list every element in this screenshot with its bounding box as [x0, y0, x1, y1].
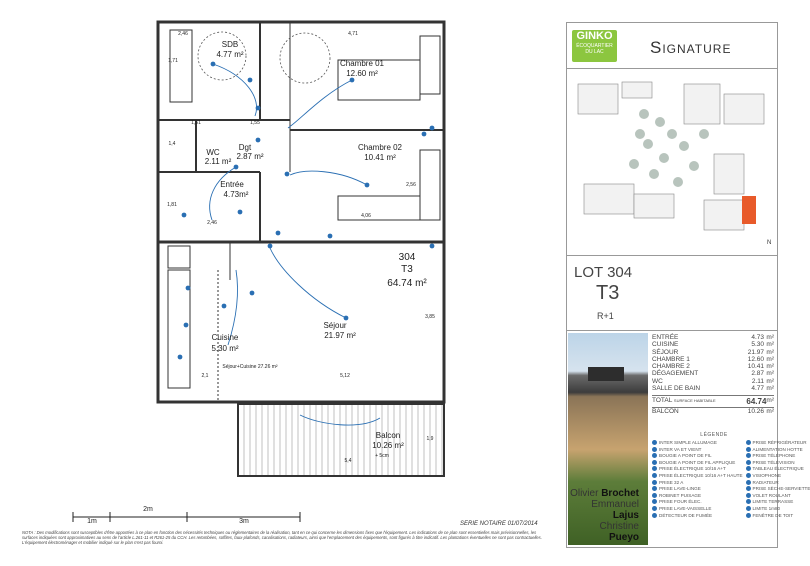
- dim-label: 1,81: [167, 202, 177, 208]
- legend-label: INTER VA ET VIENT: [659, 446, 702, 452]
- site-plan: [574, 74, 774, 252]
- legend-label: TABLEAU ÉLECTRIQUE: [752, 466, 804, 472]
- electrical-outlet-icon: [285, 172, 290, 177]
- total-value: 64.74: [746, 397, 767, 407]
- tree-icon: [699, 129, 709, 139]
- area-unit: m²: [766, 334, 774, 341]
- room-name-balcon: Balcon: [375, 431, 401, 440]
- legend-label: PRISE ÉLECTRIQUE 10/16 A+T: [659, 466, 726, 472]
- total-sublabel: SURFACE HABITABLE: [673, 398, 716, 404]
- lot-label: LOT 304: [574, 264, 633, 281]
- legend-label: PRISE 32 A: [659, 479, 684, 485]
- dim-label: 1,71: [168, 58, 178, 64]
- serie-notaire: SERIE NOTAIRE 01/07/2014: [460, 521, 538, 527]
- area-name: BALCON: [652, 408, 679, 416]
- electrical-outlet-icon: [184, 323, 189, 328]
- legend-item: [746, 480, 810, 485]
- legend-item: [746, 513, 810, 518]
- room-area-sejour: 21.97 m²: [324, 331, 356, 340]
- legend-label: RADIATEUR: [752, 479, 779, 485]
- legend-label: ROBINET PUISAGE: [659, 492, 702, 498]
- dim-label: 1,9: [426, 436, 434, 442]
- floor-label: R+1: [597, 311, 614, 321]
- dim-label: 5,12: [340, 373, 350, 379]
- area-value: 12.60: [747, 355, 764, 363]
- tree-icon: [673, 177, 683, 187]
- tree-icon: [689, 161, 699, 171]
- area-name: SALLE DE BAIN: [652, 385, 701, 393]
- dim-label: 2,46: [207, 220, 217, 226]
- legend-label: INTER SIMPLE ALLUMAGE: [659, 440, 717, 445]
- electrical-outlet-icon: [248, 78, 253, 83]
- architects-credits: [567, 488, 639, 543]
- legend-item: [746, 473, 810, 478]
- tree-icon: [659, 153, 669, 163]
- electrical-outlet-icon: [186, 286, 191, 291]
- scale-label-3m: 3m: [239, 518, 249, 525]
- dim-label: 3,85: [425, 314, 435, 320]
- legend-item: [652, 440, 743, 445]
- total-label: TOTAL: [652, 397, 673, 405]
- balcon-note: + 5cm: [375, 453, 389, 459]
- legend-item: [652, 480, 743, 485]
- area-name: WC: [652, 377, 663, 385]
- room-name-chambre-01: Chambre 01: [339, 59, 385, 68]
- area-unit: m²: [766, 385, 774, 393]
- legend-symbol-icon: [746, 440, 751, 445]
- legend-item: [746, 440, 810, 445]
- legend-item: [746, 486, 810, 491]
- logo-text: GINKO: [576, 30, 613, 42]
- electrical-outlet-icon: [430, 244, 435, 249]
- legend-symbol-icon: [652, 466, 657, 471]
- legend-label: VOLET ROULANT: [752, 492, 791, 498]
- legend-label: PRISE TÉLÉPHONE: [752, 453, 796, 459]
- legend-symbol-icon: [652, 513, 657, 518]
- legend-item: [652, 513, 743, 518]
- legend-symbol-icon: [652, 447, 657, 452]
- legend-label: BOUGIE A POINT DE FIL APPLIQUE: [659, 459, 736, 465]
- room-area-sdb: 4.77 m²: [216, 50, 244, 59]
- lot-area: 64.74 m²: [387, 278, 427, 289]
- room-area-balcon: 10.26 m²: [372, 441, 404, 450]
- area-unit: m²: [766, 408, 774, 416]
- area-name: CHAMBRE 2: [652, 363, 690, 371]
- electrical-outlet-icon: [276, 231, 281, 236]
- lot-number: 304: [398, 252, 416, 263]
- electrical-outlet-icon: [430, 126, 435, 131]
- dim-label: 1,55: [250, 120, 260, 126]
- tree-icon: [643, 139, 653, 149]
- area-unit: m²: [766, 355, 774, 363]
- legend-title: LÉGENDE: [700, 432, 728, 438]
- electrical-outlet-icon: [256, 138, 261, 143]
- tree-icon: [639, 109, 649, 119]
- area-value: 21.97: [747, 348, 764, 356]
- room-name-wc: WC: [206, 148, 220, 157]
- legend-label: FENÊTRE DE TOIT: [752, 512, 794, 518]
- lot-type: T3: [401, 264, 413, 275]
- legend-item: [746, 447, 810, 452]
- area-unit: m²: [766, 370, 774, 378]
- legend-symbol-icon: [746, 460, 751, 465]
- legend-item: [652, 506, 743, 511]
- electrical-outlet-icon: [178, 355, 183, 360]
- legend-item: [746, 466, 810, 471]
- area-value: 5.30: [751, 341, 764, 349]
- architect-lastname: Pueyo: [608, 532, 639, 543]
- tree-icon: [679, 141, 689, 151]
- tree-icon: [635, 129, 645, 139]
- dim-label: 1,4: [168, 141, 176, 147]
- room-name-sdb: SDB: [221, 40, 239, 49]
- legend-label: PRISE RÉFRIGÉRATEUR: [752, 440, 807, 445]
- area-value: 10.26: [747, 408, 764, 416]
- area-name: CUISINE: [652, 341, 679, 349]
- electrical-outlet-icon: [182, 213, 187, 218]
- legend-symbol-icon: [652, 473, 657, 478]
- legend-symbol-icon: [746, 453, 751, 458]
- legend: [652, 432, 810, 518]
- tree-icon: [629, 159, 639, 169]
- legend-label: VISIOPHONE: [752, 472, 782, 478]
- legend-label: BOUGIE A POINT DE FIL: [659, 453, 712, 459]
- dim-label: 5,4: [344, 458, 352, 464]
- legend-label: PRISE TÉLÉVISION: [752, 459, 795, 465]
- electrical-outlet-icon: [234, 165, 239, 170]
- legend-symbol-icon: [746, 473, 751, 478]
- electrical-outlet-icon: [350, 78, 355, 83]
- legend-symbol-icon: [652, 440, 657, 445]
- sejour-cuisine-label: Séjour+Cuisine 27.26 m²: [222, 364, 278, 370]
- area-row: [652, 378, 774, 385]
- electrical-outlet-icon: [238, 210, 243, 215]
- legend-item: [746, 453, 810, 458]
- dim-label: 1,51: [191, 120, 201, 126]
- area-value: 2.87: [751, 370, 764, 378]
- room-area-dgt: 2.87 m²: [236, 152, 264, 161]
- legend-symbol-icon: [746, 466, 751, 471]
- tree-icon: [649, 169, 659, 179]
- legend-item: [652, 466, 743, 471]
- electrical-outlet-icon: [344, 316, 349, 321]
- legend-symbol-icon: [652, 499, 657, 504]
- legend-symbol-icon: [746, 493, 751, 498]
- architect-lastname: Lajus: [612, 510, 639, 521]
- balcon-row: [652, 408, 774, 415]
- area-row: [652, 349, 774, 356]
- north-marker: N: [767, 240, 772, 246]
- electrical-outlet-icon: [268, 244, 273, 249]
- legend-symbol-icon: [746, 447, 751, 452]
- area-name: ENTRÉE: [652, 334, 679, 341]
- legend-symbol-icon: [746, 513, 751, 518]
- area-row: [652, 356, 774, 363]
- area-value: 4.73: [751, 334, 764, 341]
- tree-icon: [667, 129, 677, 139]
- area-value: 2.11: [751, 377, 764, 385]
- area-table: [652, 334, 774, 416]
- room-area-chambre-02: 10.41 m²: [364, 153, 396, 162]
- room-area-chambre-01: 12.60 m²: [346, 69, 378, 78]
- area-row: [652, 341, 774, 348]
- legend-label: PRISE ÉLECTRIQUE 10/16 A+T HAUTE: [659, 472, 743, 478]
- electrical-outlet-icon: [328, 234, 333, 239]
- legend-item: [652, 460, 743, 465]
- total-unit: m²: [766, 397, 774, 405]
- area-unit: m²: [766, 377, 774, 385]
- electrical-outlet-icon: [365, 183, 370, 188]
- legend-label: DÉTECTEUR DE FUMÉE: [659, 512, 713, 518]
- legend-label: ALIMENTATION HOTTE: [752, 446, 803, 452]
- lot-type-label: T3: [596, 282, 620, 304]
- ginko-logo: [572, 30, 617, 62]
- legend-label: PRISE SÈCHE-SERVIETTE: [752, 486, 810, 492]
- dim-label: 4,71: [348, 31, 358, 37]
- legend-item: [746, 506, 810, 511]
- logo-subtitle: ÉCOQUARTIER DU LAC: [576, 43, 613, 55]
- legend-item: [746, 499, 810, 504]
- legend-item: [652, 447, 743, 452]
- legend-item: [652, 486, 743, 491]
- legend-symbol-icon: [746, 499, 751, 504]
- area-name: DÉGAGEMENT: [652, 370, 699, 378]
- disclaimer-note: NOTA : Des modifications sont susceptibles d'être apportées à ce plan en fonction des nécessités techniques ou réglementaires de la réalisation, tant en ce qui concerne les dimensions fixes que l'équipement. Les indications de ce plan sont essentielles mais prévisionnelles, les surfaces indiquées sont approximatives au sens de l'article L.261-11 et R261-25 du CCH. Les retombées, soffites, faux-plafonds, canalisations, radiateurs, ainsi que l'emplacement des équipements, sont figurés à titre indicatif. Les plantations éventuelles ne sont pas contractuelles. L'équipement électroménager et mobilier indiqué sur le plan n'est pas fourni.: [22, 530, 542, 546]
- dim-label: 2,46: [178, 31, 188, 37]
- electrical-outlet-icon: [256, 106, 261, 111]
- legend-symbol-icon: [746, 480, 751, 485]
- dim-label: 2,56: [406, 182, 416, 188]
- area-row: [652, 334, 774, 341]
- room-name-entree: Entrée: [220, 180, 244, 189]
- total-row: [652, 395, 774, 408]
- scale-label-2m: 2m: [143, 506, 153, 513]
- area-unit: m²: [766, 363, 774, 371]
- room-name-dgt: Dgt: [238, 143, 252, 152]
- dim-label: 4,06: [361, 213, 371, 219]
- tree-icon: [655, 117, 665, 127]
- legend-label: LIMITE TERRASSE: [752, 499, 794, 505]
- legend-label: PRISE LAVE-VAISSELLE: [659, 505, 712, 511]
- electrical-outlet-icon: [422, 132, 427, 137]
- room-name-cuisine: Cuisine: [211, 333, 239, 342]
- legend-item: [746, 493, 810, 498]
- legend-symbol-icon: [652, 460, 657, 465]
- legend-label: PRISE FOUR ÉLEC.: [659, 499, 702, 505]
- scale-bar: [73, 506, 300, 525]
- legend-symbol-icon: [652, 486, 657, 491]
- legend-item: [652, 453, 743, 458]
- scale-label-1m: 1m: [87, 518, 97, 525]
- electrical-outlet-icon: [250, 291, 255, 296]
- room-name-chambre-02: Chambre 02: [357, 143, 403, 152]
- legend-symbol-icon: [746, 506, 751, 511]
- architect-firstname: Olivier: [570, 488, 599, 499]
- programme-title: Signature: [650, 38, 732, 57]
- architect-firstname: Christine: [599, 521, 639, 532]
- room-area-entree: 4.73m²: [223, 190, 249, 199]
- legend-symbol-icon: [746, 486, 751, 491]
- area-row: [652, 370, 774, 377]
- legend-item: [746, 460, 810, 465]
- legend-item: [652, 499, 743, 504]
- area-unit: m²: [766, 348, 774, 356]
- legend-label: LIMITE 1m80: [752, 505, 781, 511]
- area-name: SÉJOUR: [652, 348, 679, 356]
- area-value: 4.77: [751, 385, 764, 393]
- legend-item: [652, 493, 743, 498]
- architect-firstname: Emmanuel: [591, 499, 639, 510]
- lot-highlight: [742, 196, 756, 224]
- area-value: 10.41: [747, 363, 764, 371]
- legend-item: [652, 473, 743, 478]
- legend-symbol-icon: [652, 480, 657, 485]
- room-name-sejour: Séjour: [323, 321, 347, 330]
- dim-label: 2,1: [201, 373, 209, 379]
- legend-symbol-icon: [652, 506, 657, 511]
- electrical-outlet-icon: [211, 62, 216, 67]
- legend-symbol-icon: [652, 453, 657, 458]
- architect-lastname: Brochet: [601, 488, 639, 499]
- room-area-cuisine: 5.30 m²: [211, 344, 239, 353]
- area-name: CHAMBRE 1: [652, 355, 690, 363]
- legend-label: PRISE LAVE-LINGE: [659, 486, 701, 492]
- legend-symbol-icon: [652, 493, 657, 498]
- area-unit: m²: [766, 341, 774, 349]
- electrical-outlet-icon: [222, 304, 227, 309]
- room-area-wc: 2.11 m²: [204, 157, 232, 166]
- area-row: [652, 385, 774, 392]
